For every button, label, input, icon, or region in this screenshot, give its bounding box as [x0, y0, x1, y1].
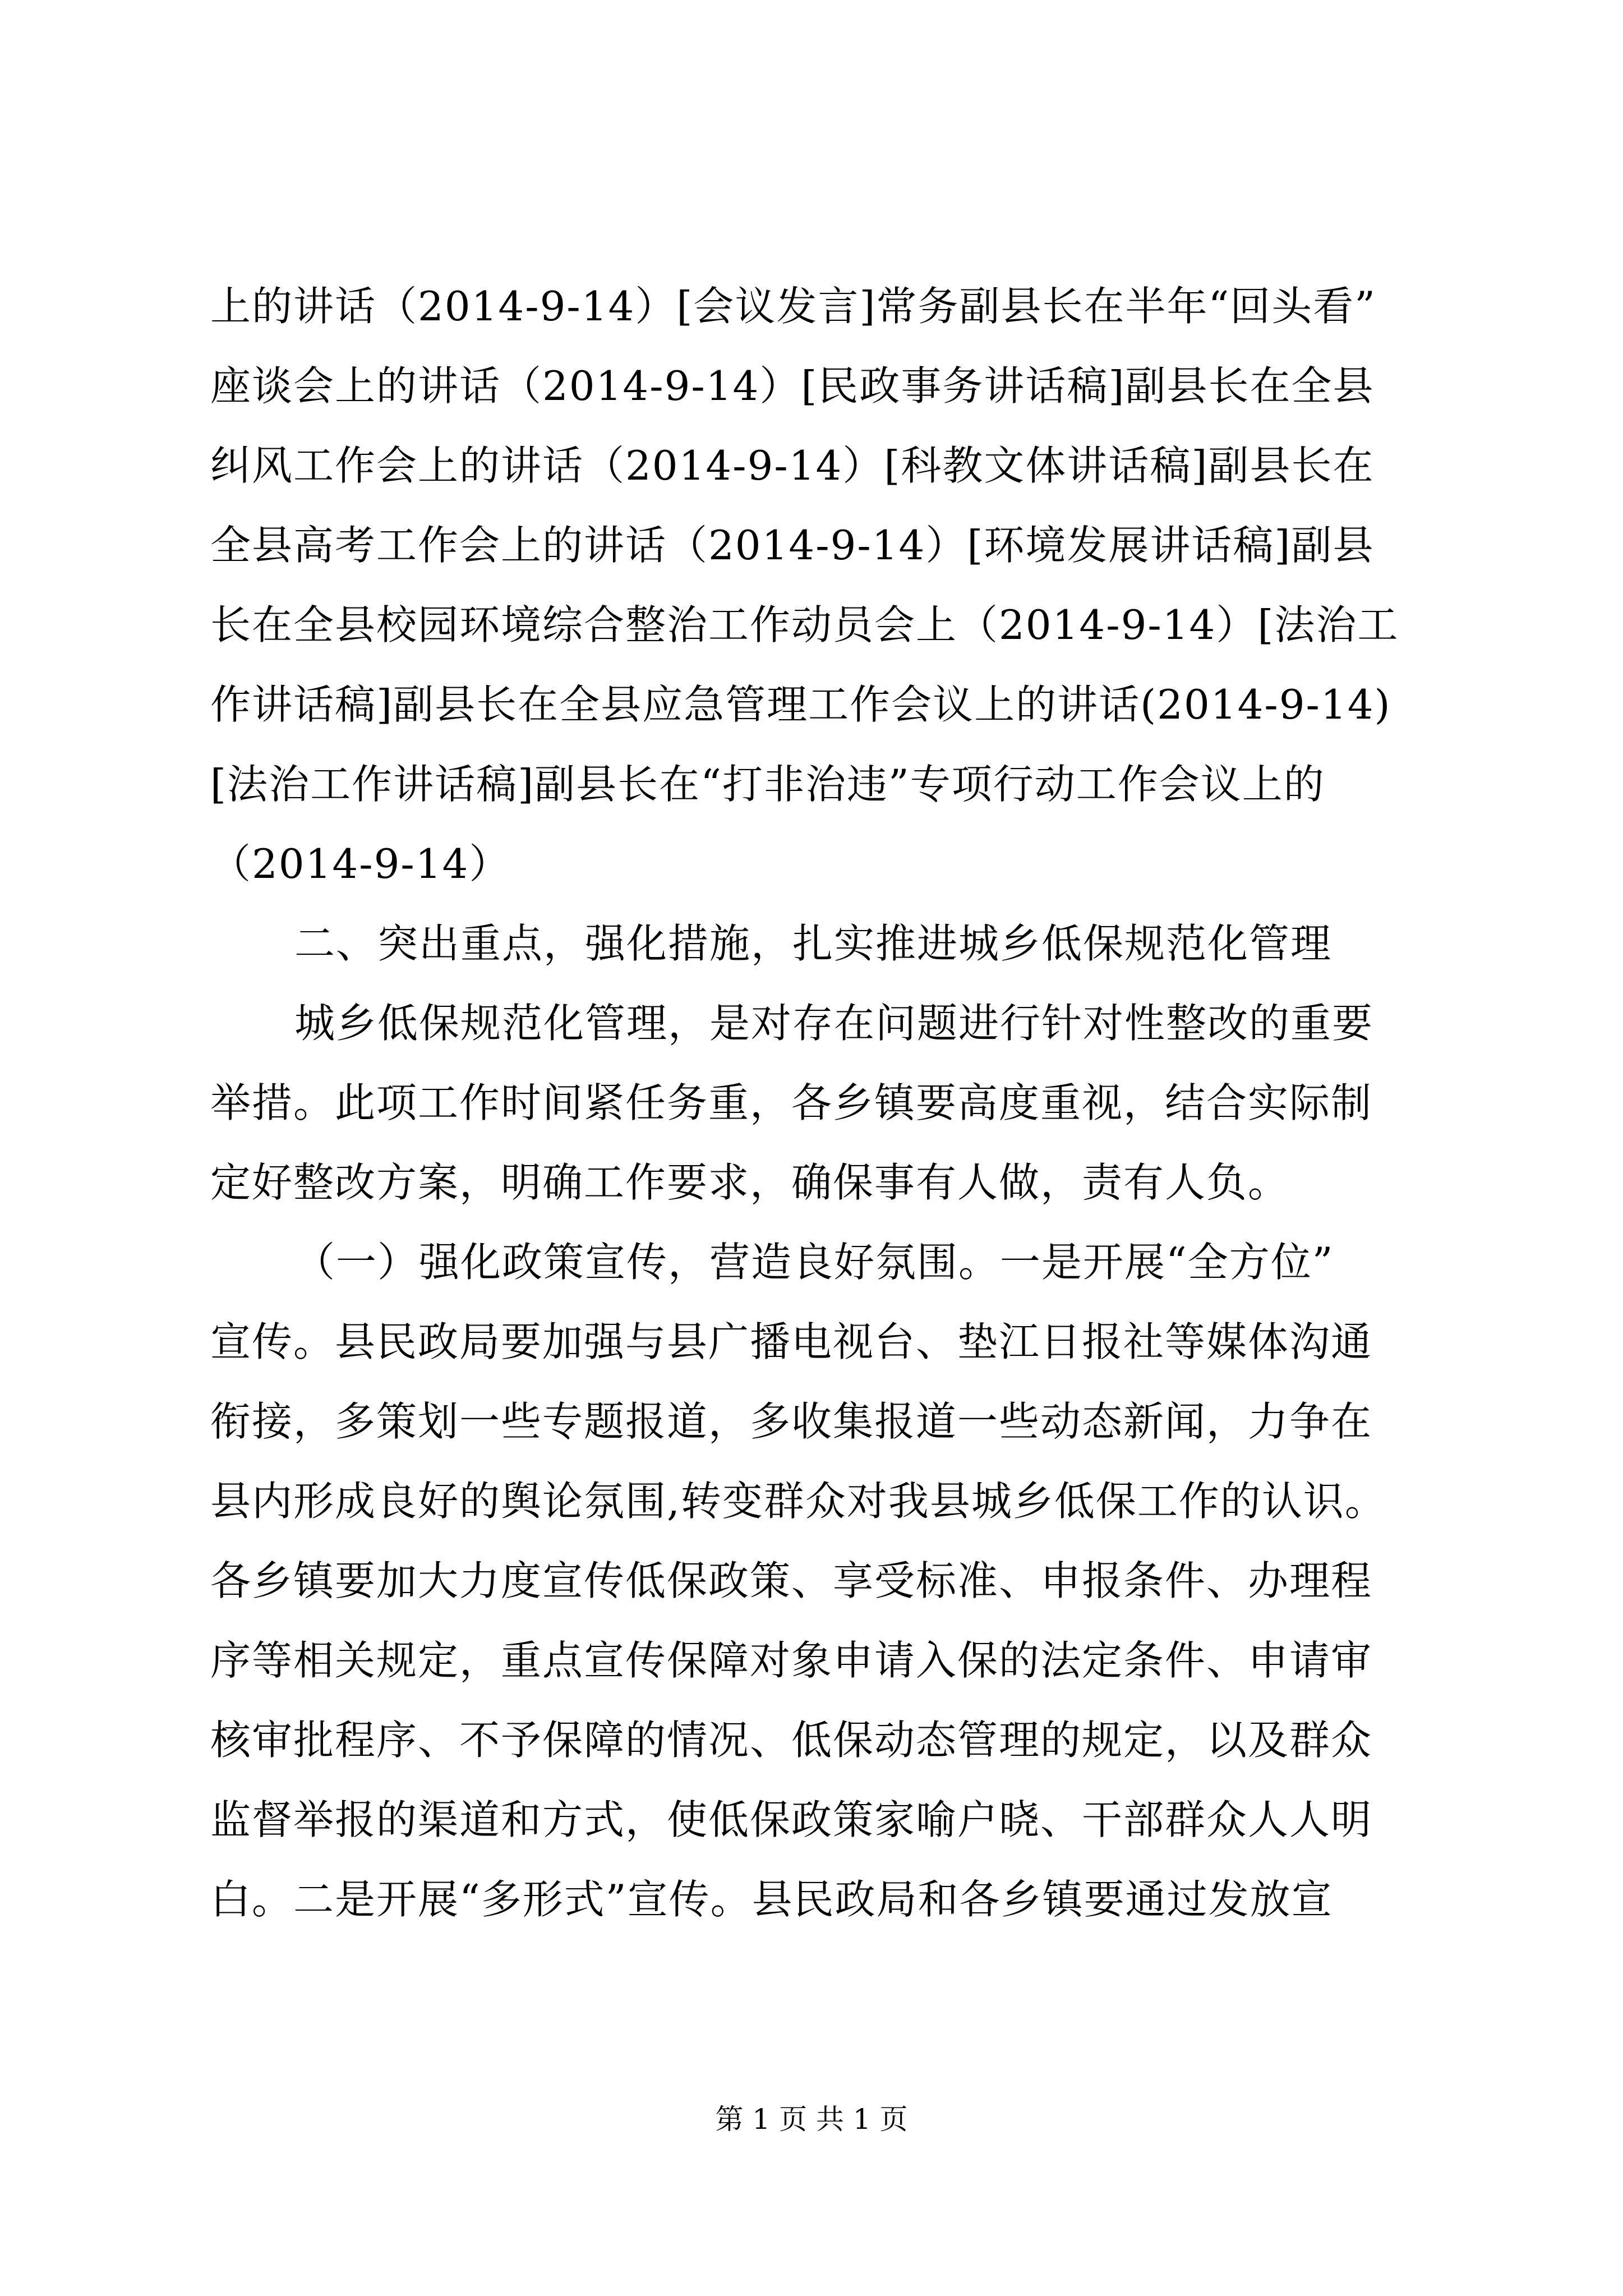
- text-line: 县内形成良好的舆论氛围,转变群众对我县城乡低保工作的认识。: [210, 1478, 1386, 1525]
- text-line: （2014-9-14）: [210, 840, 511, 887]
- text-line: 举措。此项工作时间紧任务重，各乡镇要高度重视，结合实际制: [210, 1079, 1373, 1126]
- page-footer: [0, 2102, 1623, 2136]
- subsection-start-line: （一）强化政策宣传，营造良好氛围。一是开展“全方位”: [294, 1239, 1334, 1286]
- text-line: 序等相关规定，重点宣传保障对象申请入保的法定条件、申请审: [210, 1637, 1373, 1684]
- text-line: 全县高考工作会上的讲话（2014-9-14）[环境发展讲话稿]副县: [210, 522, 1375, 569]
- text-line: 各乡镇要加大力度宣传低保政策、享受标准、申报条件、办理程: [210, 1557, 1373, 1604]
- text-line: 监督举报的渠道和方式，使低保政策家喻户晓、干部群众人人明: [210, 1796, 1373, 1843]
- text-line: 衔接，多策划一些专题报道，多收集报道一些动态新闻，力争在: [210, 1398, 1373, 1445]
- text-line: 座谈会上的讲话（2014-9-14）[民政事务讲话稿]副县长在全县: [210, 362, 1375, 409]
- document-body: [210, 266, 1433, 1939]
- text-line: 纠风工作会上的讲话（2014-9-14）[科教文体讲话稿]副县长在: [210, 442, 1375, 489]
- text-line: 长在全县校园环境综合整治工作动员会上（2014-9-14）[法治工: [210, 601, 1399, 648]
- paragraph-start-line: 城乡低保规范化管理，是对存在问题进行针对性整改的重要: [294, 1000, 1374, 1047]
- section-heading: 二、突出重点，强化措施，扎实推进城乡低保规范化管理: [294, 920, 1332, 967]
- text-line: [法治工作讲话稿]副县长在“打非治违”专项行动工作会议上的: [210, 761, 1325, 808]
- page-number-label: 第 1 页 共 1 页: [715, 2103, 908, 2136]
- text-line: 作讲话稿]副县长在全县应急管理工作会议上的讲话(2014-9-14): [210, 681, 1391, 728]
- text-line: 宣传。县民政局要加强与县广播电视台、垫江日报社等媒体沟通: [210, 1318, 1373, 1365]
- text-line: 核审批程序、不予保障的情况、低保动态管理的规定，以及群众: [210, 1717, 1373, 1764]
- text-line: 白。二是开展“多形式”宣传。县民政局和各乡镇要通过发放宣: [210, 1876, 1333, 1923]
- text-line: 定好整改方案，明确工作要求，确保事有人做，责有人负。: [210, 1159, 1290, 1206]
- text-line: 上的讲话（2014-9-14）[会议发言]常务副县长在半年“回头看”: [210, 283, 1377, 330]
